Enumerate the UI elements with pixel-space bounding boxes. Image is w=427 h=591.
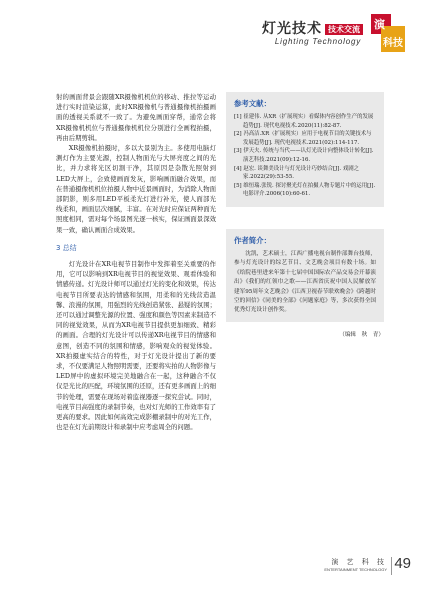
body-paragraph-1: 射的画面背景会跟随XR摄像机机位的移动、推拉等运动进行实时渲染运算，此时XR摄像机与普通摄像机拍摄画面的透视关系就不一致了。为避免画面穿帮，通常会将XR摄像机机位与普通摄像机机位分别进行全画程拍摄，再由后期剪辑。 xyxy=(56,93,216,142)
author-bio-box xyxy=(226,229,384,322)
editor-credit: （编辑 秋 青） xyxy=(339,331,384,338)
reference-item: [5] 维恒瑞.张锐. 探讨聚光灯在拍摄人物专题片中的运用[J]. 电影评介.2006(10):60-61. xyxy=(234,182,376,198)
footer-divider xyxy=(391,557,392,575)
references-title: 参考文献： xyxy=(234,99,271,108)
footer-magazine-cn: 演 艺 科 技 xyxy=(331,558,387,566)
left-column xyxy=(56,92,216,433)
logo-text-bottom: 科技 xyxy=(383,38,403,49)
page-header xyxy=(241,14,411,56)
reference-item: [1] 崔建伟. 从XR（扩展现实）看媒体内容创作生产的发展趋势[J]. 现代电视技术.2020(11):82-87. xyxy=(234,114,374,129)
reference-item: [3] 伊天夫. 传统与当代——认灯光设计向整体设计转化[J]. 演艺科技.2021(09):12-16. xyxy=(234,148,374,163)
magazine-title-en: Lighting Technology xyxy=(274,37,361,46)
page-number: 49 xyxy=(394,555,411,572)
magazine-logo xyxy=(371,14,407,54)
logo-text-top: 演 xyxy=(374,18,385,31)
references-box xyxy=(226,92,384,207)
section-tag: 技术交流 xyxy=(325,24,363,35)
body-paragraph-2: XR摄像机拍摄时，多以大景别为主。多使用电脑灯测灯作为主要光源，控制人物面光与大屏亮度之间的光比，并力求将光区切割干净，其原因是杂散光照射到LED大屏上，会致使画面发灰，影响画面融合效果，而在普通摄像机机位拍摄人物中近景画面时，为消除人物面部阴影，则多用LED平板柔光灯进行补光，使人面部光线柔和，画面层次细腻，丰富。在对光时应保证两种面光照度相同，需对每个场景图光逐一核实，保证画面景深效果一致，确认画面合成效果。 xyxy=(56,144,216,234)
author-bio-title: 作者简介： xyxy=(234,235,271,245)
reference-item: [2] 冯高洁.XR（扩展现实）应用于电视节目的关键技术与发展趋势[J]. 现代电视技术.2021(02):114-117. xyxy=(234,131,372,146)
magazine-title-cn: 灯光技术 xyxy=(262,21,322,37)
section-heading-summary: 3 总结 xyxy=(56,243,77,252)
author-bio-text: 沈凯，艺术硕士，江西广播电视台制作部舞台技师，参与灯光设计的综艺节目、文艺晚会项目有数十场。如《给院巷里进来年第十七届中国国际农产品交易会开幕演出》《我们的红领巾之歌——江西省庆祝中国人民解放军建军95周年文艺晚会》《江西卫视春节联欢晚会》《跨越时空的回信》《同美的全部》《问题家庭》等，多次获得全国优秀灯光设计创作奖。 xyxy=(234,250,376,314)
right-column xyxy=(226,92,384,338)
body-paragraph-3: 灯光设计在XR电视节目制作中发挥着至关重要的作用，它可以影响到XR电视节目的视觉效果、观看体验和情感传递。灯光设计师可以通过灯光的变化和效果，传达电视节目所要表达的情感和氛围，用柔和的光线营造温馨、浪漫的氛围，用强烈的光线创造紧张、悬疑的氛围；还可以通过调整光源的位置、强度和颜色等因素来制造不同的视觉效果，从而为XR电视节目提供更加细致、精彩的画面。合理的灯光设计可以传递XR电视节目的情感和意图，创造不同的氛围和情感，影响观众的视觉体验。XR拍摄虚实结合的特性，对于灯光设计提出了新的要求，不仅要满足人物照明需要，还要将实拍的人物影像与LED屏中的虚拟环境完美地融合在一起，这种融合不仅仅是光比的匹配，环境氛围的还原，还有更多画面上的细节的处理，需要在现场对着监视器逐一探究尝试。同时，电视节目高强度的录制节奏，也对灯光师的工作效率有了更高的要求。因此如何高效完成影棚录制中的对光工作，也是在灯光前期设计和录制中应考虑周全的问题。 xyxy=(56,260,216,432)
footer-magazine-en: ENTERTAINMENT TECHNOLOGY xyxy=(324,567,387,572)
magazine-title xyxy=(262,18,363,38)
reference-item: [4] 赵宏. 谈舞美设计与灯光设计巧妙结合[J]. 戏剧之家.2022(29):53-55. xyxy=(234,165,359,181)
